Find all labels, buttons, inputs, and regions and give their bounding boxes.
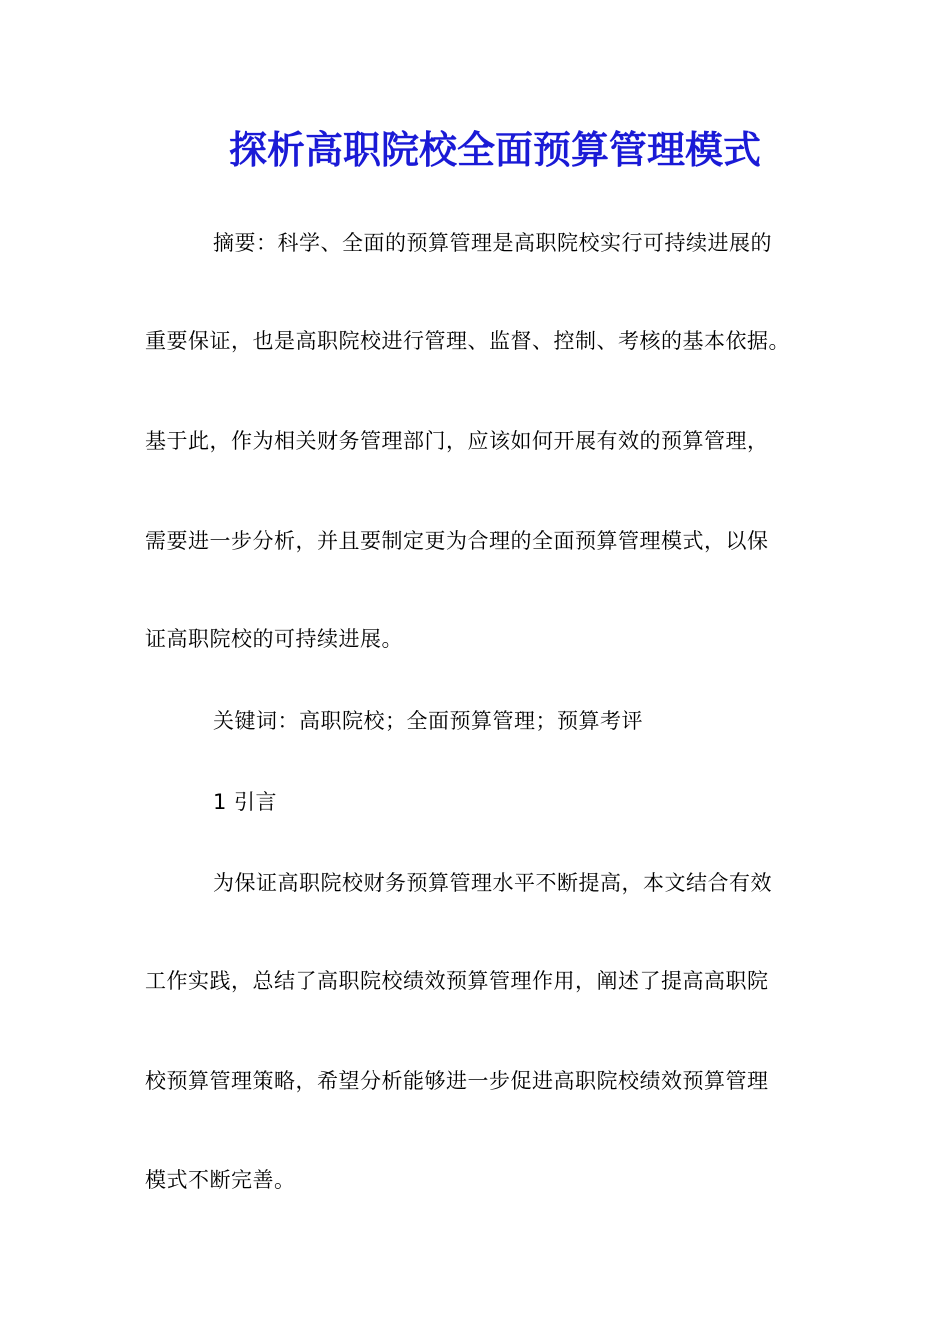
- abstract-line-4: 需要进一步分析，并且要制定更为合理的全面预算管理模式，以保: [145, 529, 769, 553]
- intro-line-4: 模式不断完善。: [145, 1168, 296, 1192]
- abstract-line-2: 重要保证，也是高职院校进行管理、监督、控制、考核的基本依据。: [145, 329, 790, 353]
- document-title: 探析高职院校全面预算管理模式: [228, 127, 761, 172]
- section-heading: 1 引言: [213, 790, 278, 814]
- abstract-line-5: 证高职院校的可持续进展。: [145, 627, 403, 651]
- intro-line-2: 工作实践，总结了高职院校绩效预算管理作用，阐述了提高高职院: [145, 969, 769, 993]
- intro-line-3: 校预算管理策略，希望分析能够进一步促进高职院校绩效预算管理: [145, 1069, 769, 1093]
- abstract-line-3: 基于此，作为相关财务管理部门，应该如何开展有效的预算管理，: [145, 429, 769, 453]
- keywords-line: 关键词：高职院校；全面预算管理；预算考评: [213, 709, 643, 733]
- abstract-line-1: 摘要：科学、全面的预算管理是高职院校实行可持续进展的: [213, 231, 772, 255]
- intro-line-1: 为保证高职院校财务预算管理水平不断提高，本文结合有效: [213, 871, 772, 895]
